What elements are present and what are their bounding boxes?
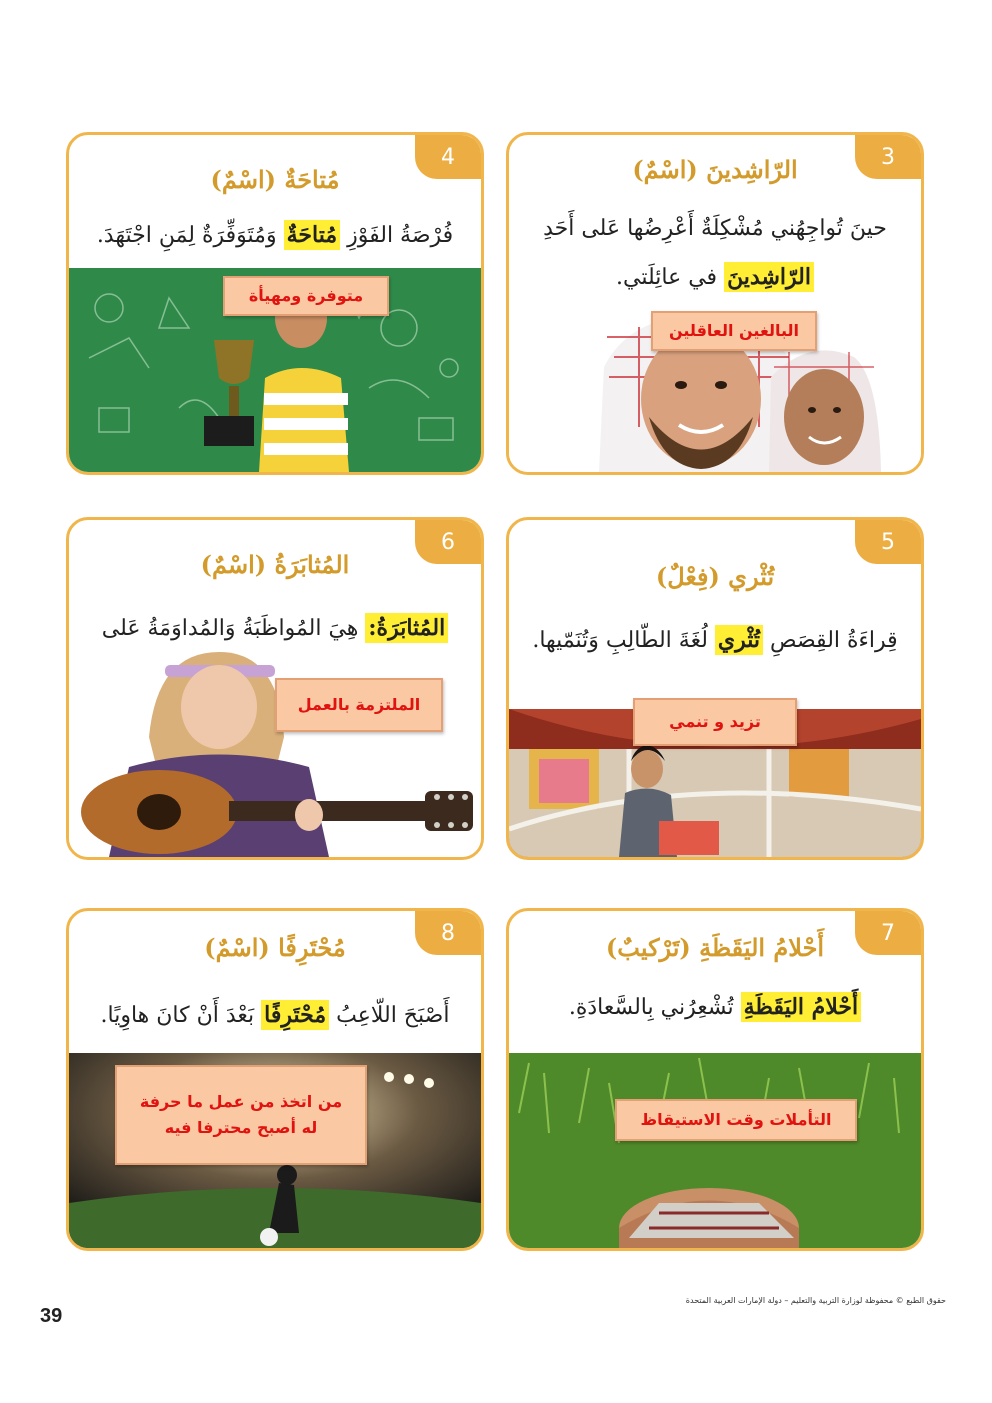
- card-sentence: أَصْبَحَ اللّاعِبُ مُحْتَرِفًا بَعْدَ أَنْ كانَ هاوِيًا.: [100, 1002, 450, 1028]
- card-title: المُثابَرَةُ (اسْمٌ): [200, 550, 350, 579]
- card-sentence: فُرْصَةُ الفَوْزِ مُتاحَةٌ وَمُتَوَفِّرَةٌ لِمَنِ اجْتَهَدَ.: [96, 222, 454, 248]
- card-title: تُثْري (فِعْلٌ): [655, 562, 775, 591]
- vocab-card-4: [66, 132, 484, 475]
- gloss-line: له أصبح محترفا فيه: [164, 1118, 318, 1137]
- gloss-box: البالغين العاقلين: [651, 311, 817, 351]
- vocab-card-6: [66, 517, 484, 860]
- vocab-card-3: [506, 132, 924, 475]
- card-sentence: حينَ تُواجِهُني مُشْكِلَةٌ أَعْرِضُها عَلى أَحَدِ الرّاشِدينَ في عائِلَتي.: [543, 216, 887, 290]
- card-number: 6: [415, 520, 481, 564]
- page-number: 39: [40, 1305, 63, 1327]
- card-number: 5: [855, 520, 921, 564]
- highlighted-word: مُتاحَةٌ: [284, 220, 341, 250]
- vocab-card-7: [506, 908, 924, 1251]
- card-sentence: أَحْلامُ اليَقَظَةِ تُشْعِرُني بِالسَّعادَةِ.: [523, 983, 907, 1032]
- gloss-box: التأملات وقت الاستيقاظ: [615, 1099, 857, 1141]
- gloss-box: الملتزمة بالعمل: [275, 678, 443, 732]
- card-sentence: قِراءَةُ القِصَصِ تُثْري لُغَةَ الطّالِبِ وَتُنَمّيها.: [532, 627, 898, 653]
- card-title: أَحْلامُ اليَقَظَةِ (تَرْكيبٌ): [605, 933, 825, 962]
- gloss-line: من اتخذ من عمل ما حرفة: [139, 1092, 343, 1111]
- gloss-box: تزيد و تنمي: [633, 698, 797, 746]
- card-number: 7: [855, 911, 921, 955]
- highlighted-word: تُثْري: [715, 625, 763, 655]
- card-number: 4: [415, 135, 481, 179]
- card-title: مُتاحَةٌ (اسْمٌ): [210, 165, 340, 194]
- card-title: مُحْتَرِفًا (اسْمٌ): [204, 933, 346, 962]
- child-lying-grass-photo: [509, 1053, 921, 1248]
- copyright-notice: حقوق الطبع © محفوظة لوزارة التربية والتعليم – دولة الإمارات العربية المتحدة: [685, 1296, 946, 1305]
- vocab-card-5: [506, 517, 924, 860]
- highlighted-word: المُثابَرَةُ:: [365, 613, 448, 643]
- highlighted-word: الرّاشِدينَ: [724, 262, 814, 292]
- card-title: الرّاشِدينَ (اسْمٌ): [632, 155, 798, 184]
- card-number: 8: [415, 911, 481, 955]
- gloss-box: متوفرة ومهيأة: [223, 276, 389, 316]
- gloss-box: [115, 1065, 367, 1165]
- card-number: 3: [855, 135, 921, 179]
- highlighted-word: مُحْتَرِفًا: [261, 1000, 329, 1030]
- card-sentence: المُثابَرَةُ: هِيَ المُواظَبَةُ وَالمُداوَمَةُ عَلى: [83, 604, 467, 701]
- highlighted-word: أَحْلامُ اليَقَظَةِ: [741, 992, 862, 1022]
- vocab-card-8: [66, 908, 484, 1251]
